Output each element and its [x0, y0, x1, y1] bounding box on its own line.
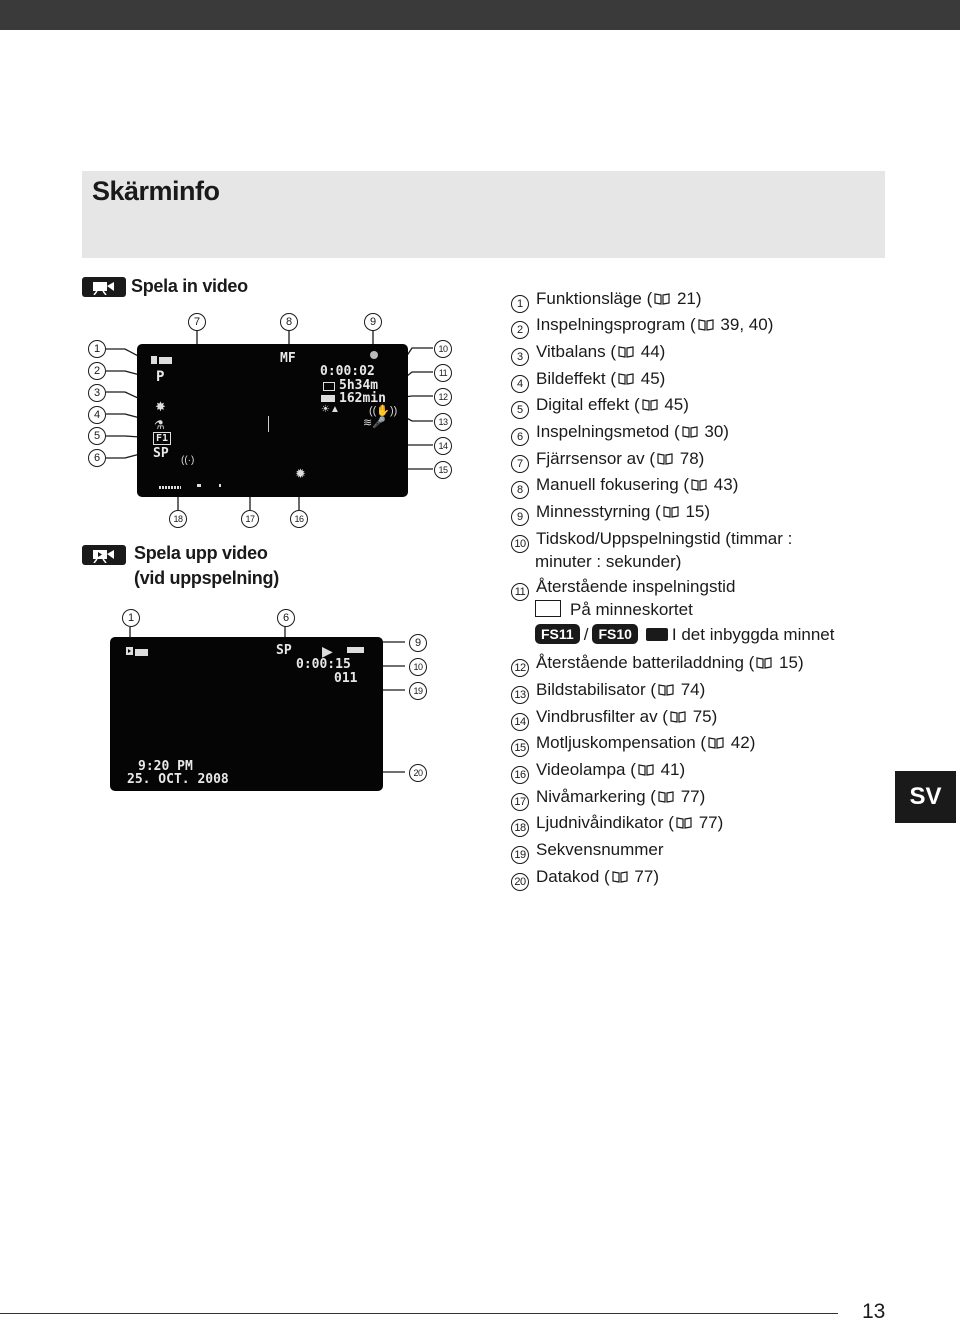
legend-text: Fjärrsensor av ( — [536, 449, 656, 468]
legend-page-ref: 45) — [659, 395, 689, 414]
book-reference-icon — [663, 506, 679, 518]
time-code: 0:00:02 — [320, 364, 375, 379]
book-reference-icon — [618, 373, 634, 385]
callout-4: 4 — [88, 406, 106, 424]
record-section-title: Spela in video — [131, 276, 248, 296]
memory-card-icon — [535, 600, 561, 617]
fs10-badge: FS10 — [592, 624, 637, 644]
callout-5: 5 — [88, 427, 106, 445]
legend-text-line2: På minneskortet — [570, 600, 693, 619]
book-reference-icon — [657, 453, 673, 465]
legend-page-ref: 15) — [680, 502, 711, 521]
legend-text: Vindbrusfilter av ( — [536, 707, 668, 726]
legend-text: Ljudnivåindikator ( — [536, 813, 674, 832]
callout-p19: 19 — [409, 682, 427, 700]
legend-text: Vitbalans ( — [536, 342, 617, 361]
legend-text: Videolampa ( — [536, 760, 636, 779]
book-reference-icon — [756, 657, 772, 669]
legend-text: Minnesstyrning ( — [536, 502, 661, 521]
legend-number: 15 — [511, 739, 529, 757]
legend-item-6 — [511, 421, 729, 446]
legend-number: 1 — [511, 295, 529, 313]
audio-level-marker — [197, 484, 201, 487]
legend-number: 8 — [511, 481, 529, 499]
book-reference-icon — [642, 399, 658, 411]
legend-number: 14 — [511, 713, 529, 731]
callout-1: 1 — [88, 340, 106, 358]
legend-item-20 — [511, 866, 659, 891]
book-reference-icon — [708, 737, 724, 749]
legend-text-line2: minuter : sekunder) — [535, 552, 682, 571]
play-icon: ▶ — [322, 643, 333, 659]
callout-18: 18 — [169, 510, 187, 528]
legend-item-18 — [511, 812, 723, 837]
legend-item-8 — [511, 474, 738, 499]
legend-number: 9 — [511, 508, 529, 526]
legend-page-ref: 74) — [676, 680, 706, 699]
callout-3: 3 — [88, 384, 106, 402]
legend-text: Motljuskompensation ( — [536, 733, 707, 752]
legend-item-11-line2 — [535, 599, 693, 621]
recording-mode-sp: SP — [153, 446, 169, 461]
legend-item-19 — [511, 839, 664, 864]
legend-number: 17 — [511, 793, 529, 811]
backlight-icon: ☀▲ — [321, 404, 340, 415]
legend-text: Inspelningsmetod ( — [536, 422, 680, 441]
callout-p9: 9 — [409, 634, 427, 652]
legend-number: 5 — [511, 401, 529, 419]
playback-section-title-2: (vid uppspelning) — [134, 568, 279, 588]
callout-p1: 1 — [122, 609, 140, 627]
playback-screen — [110, 637, 383, 791]
legend-item-11 — [511, 576, 735, 601]
record-screen — [137, 344, 408, 497]
legend-page-ref: 42) — [726, 733, 756, 752]
badge-separator: / — [583, 625, 589, 644]
page-title: Skärminfo — [92, 176, 220, 206]
book-reference-icon — [618, 346, 634, 358]
legend-page-ref: 75) — [687, 707, 718, 726]
memory-indicator-icon — [370, 351, 378, 359]
playback-mode-icon — [126, 645, 150, 663]
legend-number: 13 — [511, 686, 529, 704]
data-code-clock: 9:20 PM — [138, 759, 193, 774]
legend-item-1 — [511, 288, 702, 313]
book-reference-icon — [658, 791, 674, 803]
legend-number: 7 — [511, 455, 529, 473]
callout-2: 2 — [88, 362, 106, 380]
legend-text: Återstående batteriladdning ( — [536, 653, 755, 672]
legend-item-5 — [511, 394, 689, 419]
playback-icon — [82, 545, 126, 565]
book-reference-icon — [654, 293, 670, 305]
legend-text: Datakod ( — [536, 867, 610, 886]
remote-sensor-off-icon: ((·) — [181, 455, 195, 466]
built-in-memory-icon — [646, 628, 668, 641]
legend-text: Inspelningsprogram ( — [536, 315, 696, 334]
legend-item-4 — [511, 368, 665, 393]
legend-page-ref: 77) — [675, 787, 706, 806]
white-balance-icon: ✸ — [155, 399, 166, 414]
legend-item-15 — [511, 732, 755, 757]
book-reference-icon — [638, 764, 654, 776]
level-marker — [268, 416, 269, 432]
memory-status-icon — [347, 647, 364, 653]
callout-8: 8 — [280, 313, 298, 331]
legend-page-ref: 15) — [774, 653, 804, 672]
remaining-time: 5h34m — [339, 378, 379, 393]
program-p: P — [156, 369, 165, 385]
callout-6: 6 — [88, 449, 106, 467]
legend-item-17 — [511, 786, 705, 811]
scene-number: 011 — [334, 671, 358, 686]
legend-number: 20 — [511, 873, 529, 891]
legend-text-line3: I det inbyggda minnet — [671, 625, 835, 644]
callout-10: 10 — [434, 340, 452, 358]
image-stabilizer-icon: ((✋)) — [369, 405, 398, 417]
legend-item-11-line3 — [535, 624, 834, 646]
callout-p10: 10 — [409, 658, 427, 676]
book-reference-icon — [658, 684, 674, 696]
image-effect-icon: ⚗ — [154, 418, 165, 432]
book-reference-icon — [691, 479, 707, 491]
legend-text: Manuell fokusering ( — [536, 475, 690, 494]
legend-number: 4 — [511, 375, 529, 393]
legend-page-ref: 39, 40) — [715, 315, 774, 334]
callout-14: 14 — [434, 437, 452, 455]
legend-page-ref: 41) — [655, 760, 686, 779]
fs11-badge: FS11 — [535, 624, 580, 644]
legend-number: 3 — [511, 348, 529, 366]
book-reference-icon — [676, 817, 692, 829]
callout-9: 9 — [364, 313, 382, 331]
legend-text: Återstående inspelningstid — [536, 577, 736, 596]
legend-item-3 — [511, 341, 665, 366]
digital-effect-f1: F1 — [153, 432, 171, 445]
legend-number: 11 — [511, 583, 529, 601]
legend-text: Funktionsläge ( — [536, 289, 653, 308]
legend-number: 10 — [511, 535, 529, 553]
legend-text: Sekvensnummer — [536, 840, 664, 859]
callout-7: 7 — [188, 313, 206, 331]
legend-number: 12 — [511, 659, 529, 677]
legend-page-ref: 78) — [675, 449, 705, 468]
playback-section-title-1: Spela upp video — [134, 543, 268, 563]
callout-p6: 6 — [277, 609, 295, 627]
legend-text: Bildeffekt ( — [536, 369, 617, 388]
legend-item-10-line2 — [535, 551, 681, 573]
legend-text: Bildstabilisator ( — [536, 680, 656, 699]
audio-level-indicator — [159, 486, 181, 489]
book-reference-icon — [670, 711, 686, 723]
playback-sp: SP — [276, 643, 292, 658]
callout-p20: 20 — [409, 764, 427, 782]
legend-item-10 — [511, 528, 792, 553]
legend-number: 19 — [511, 846, 529, 864]
legend-text: Tidskod/Uppspelningstid (timmar : — [536, 529, 793, 548]
legend-item-16 — [511, 759, 685, 784]
legend-text: Digital effekt ( — [536, 395, 640, 414]
callout-16: 16 — [290, 510, 308, 528]
legend-item-12 — [511, 652, 804, 677]
language-tab: SV — [895, 771, 956, 823]
legend-number: 6 — [511, 428, 529, 446]
legend-item-7 — [511, 448, 704, 473]
legend-number: 16 — [511, 766, 529, 784]
callout-11: 11 — [434, 364, 452, 382]
wind-filter-icon: ≋🎤 — [363, 417, 386, 429]
battery-remaining: 162min — [339, 391, 386, 406]
legend-page-ref: 44) — [636, 342, 666, 361]
memory-card-icon — [323, 382, 335, 391]
callout-17: 17 — [241, 510, 259, 528]
manual-focus-mf: MF — [280, 351, 296, 366]
footer-rule — [0, 1313, 838, 1314]
callout-15: 15 — [434, 461, 452, 479]
playback-time: 0:00:15 — [296, 657, 351, 672]
data-code-date: 25. OCT. 2008 — [127, 772, 229, 787]
legend-page-ref: 77) — [629, 867, 659, 886]
legend-page-ref: 21) — [672, 289, 702, 308]
legend-item-9 — [511, 501, 710, 526]
legend-item-14 — [511, 706, 717, 731]
callout-12: 12 — [434, 388, 452, 406]
legend-page-ref: 77) — [693, 813, 724, 832]
legend-item-2 — [511, 314, 773, 339]
book-reference-icon — [612, 871, 628, 883]
legend-page-ref: 30) — [699, 422, 729, 441]
legend-page-ref: 45) — [636, 369, 666, 388]
book-reference-icon — [698, 319, 714, 331]
video-light-icon: ✹ — [295, 466, 306, 481]
audio-level-marker-2 — [219, 484, 221, 487]
battery-icon — [321, 395, 335, 402]
legend-page-ref: 43) — [709, 475, 739, 494]
book-reference-icon — [682, 426, 698, 438]
legend-item-13 — [511, 679, 705, 704]
legend-text: Nivåmarkering ( — [536, 787, 656, 806]
page-number: 13 — [862, 1300, 886, 1323]
legend-number: 18 — [511, 819, 529, 837]
callout-13: 13 — [434, 413, 452, 431]
legend-number: 2 — [511, 321, 529, 339]
